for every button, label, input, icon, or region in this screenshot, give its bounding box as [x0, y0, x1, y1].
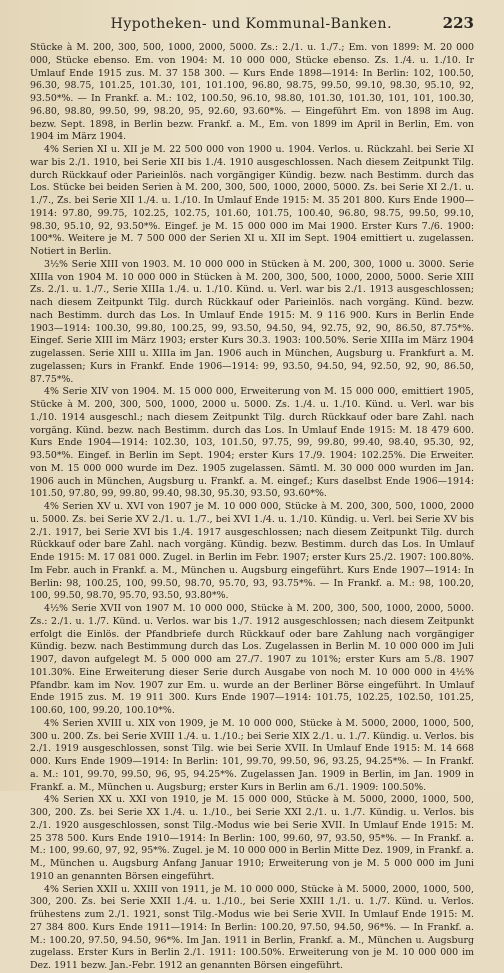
- body-text: [30, 42, 474, 973]
- paragraph: 3½% Serie XIII von 1903. M. 10 000 000 in Stücken à M. 200, 300, 1000 u. 3000. Serie XIIIa von 1904 M. 10 000 000 in Stücken à M. 200, 300, 500, 1000, 2000, 5000. Serie XIII Zs. 2./1. u. 1./7., Serie XIIIa 1./4. u. 1./10. Künd. u. Verl. war bis 2./1. 1913 ausgeschlossen; nach diesem Zeitpunkt Tilg. durch Rückkauf oder Parieinlös. nach vorgäng. Künd. bezw. nach Bestimm. durch das Los. In Umlauf Ende 1915: M. 9 116 900. Kurs in Berlin Ende 1903—1914: 100.30, 99.80, 100.25, 99, 93.50, 94.50, 94, 92.75, 92, 90, 86.50, 87.75*%. Eingef. Serie XIII im März 1903; erster Kurs 30.3. 1903: 100.50%. Serie XIIIa im März 1904 zugelassen. Serie XIII u. XIIIa im Jan. 1906 auch in München, Augsburg u. Frankfurt a. M. zugelassen; Kurs in Frankf. Ende 1906—1914: 99, 93.50, 94.50, 94, 92.50, 92, 90, 86.50, 87.75*%.: [30, 258, 474, 385]
- paragraph: 4% Serie XIV von 1904. M. 15 000 000, Erweiterung von M. 15 000 000, emittiert 1905, Stücke à M. 200, 300, 500, 1000, 2000 u. 5000. Zs. 1./4. u. 1./10. Künd. u. Verl. war bis 1./10. 1914 ausgeschl.; nach diesem Zeitpunkt Tilg. durch Rückkauf oder bare Zahl. nach vorgäng. Künd. bezw. nach Bestimm. durch das Los. In Umlauf Ende 1915: M. 18 479 600. Kurs Ende 1904—1914: 102.30, 103, 101.50, 97.75, 99, 99.80, 99.40, 98.40, 95.30, 92, 93.50*%. Eingef. in Berlin im Sept. 1904; erster Kurs 17./9. 1904: 102.25%. Die Erweiter. von M. 15 000 000 wurde im Dez. 1905 zugelassen. Sämtl. M. 30 000 000 wurden im Jan. 1906 auch in München, Augsburg u. Frankf. a. M. eingef.; Kurs daselbst Ende 1906—1914: 101.50, 97.80, 99, 99.80, 99.40, 98.30, 95.30, 93.50, 93.60*%.: [30, 386, 474, 500]
- page-title: Hypotheken- und Kommunal-Banken.: [110, 16, 393, 32]
- paragraph: 4½% Serie XVII von 1907 M. 10 000 000, Stücke à M. 200, 300, 500, 1000, 2000, 5000. Zs.: 2./1. u. 1./7. Künd. u. Verlos. war bis 1./7. 1912 ausgeschlossen; nach diesem Zeitpunkt erfolgt die Einlös. der Pfandbriefe durch Rückkauf oder bare Zahlung nach vorgängiger Kündig. bezw. nach Bestimmung durch das Los. Zugelassen in Berlin M. 10 000 000 im Juli 1907, davon aufgelegt M. 5 000 000 am 27./7. 1907 zu 101%; erster Kurs am 5./8. 1907 101.30%. Eine Erweiterung dieser Serie durch Ausgabe von noch M. 10 000 000 in 4½% Pfandbr. kam im Nov. 1907 zur Em. u. wurde an der Berliner Börse eingeführt. In Umlauf Ende 1915 zus. M. 19 911 300. Kurs Ende 1907—1914: 101.75, 102.25, 102.50, 101.25, 100.60, 100, 99.20, 100.10*%.: [30, 603, 474, 716]
- running-head: [30, 14, 474, 38]
- paragraph: 4% Serien XV u. XVI von 1907 je M. 10 000 000, Stücke à M. 200, 300, 500, 1000, 2000 u. 5000. Zs. bei Serie XV 2./1. u. 1./7., bei XVI 1./4. u. 1./10. Kündig. u. Verl. bei Serie XV bis 2./1. 1917, bei Serie XVI bis 1./4. 1917 ausgeschlossen; nach diesem Zeitpunkt Tilg. durch Rückkauf oder bare Zahl. nach vorgäng. Kündig. bezw. Bestimm. durch das Los. In Umlauf Ende 1915: M. 17 081 000. Zugel. in Berlin im Febr. 1907; erster Kurs 25./2. 1907: 100.80%. Im Febr. auch in Frankf. a. M., München u. Augsburg eingeführt. Kurs Ende 1907—1914: In Berlin: 98, 100.25, 100, 99.50, 98.70, 95.70, 93, 93.75*%. — In Frankf. a. M.: 98, 100.20, 100, 99.50, 98.70, 95.70, 93.50, 93.80*%.: [30, 501, 474, 602]
- paragraph: 4% Serien XI u. XII je M. 22 500 000 von 1900 u. 1904. Verlos. u. Rückzahl. bei Serie XI war bis 2./1. 1910, bei Serie XII bis 1./4. 1910 ausgeschlossen. Nach diesem Zeitpunkt Tilg. durch Rückkauf oder Parieinlös. nach vorgängiger Kündig. bezw. nach Bestimm. durch das Los. Stücke bei beiden Serien à M. 200, 300, 500, 1000, 2000, 5000. Zs. bei Serie XI 2./1. u. 1./7., Zs. bei Serie XII 1./4. u. 1./10. In Umlauf Ende 1915: M. 35 201 800. Kurs Ende 1900—1914: 97.80, 99.75, 102.25, 102.75, 101.60, 101.75, 100.40, 96.80, 98.75, 99.50, 99.10, 98.30, 95.10, 92, 93.50*%. Eingef. je M. 15 000 000 im Mai 1900. Erster Kurs 7./6. 1900: 100*%. Weitere je M. 7 500 000 der Serien XI u. XII im Sept. 1904 emittiert u. zugelassen. Notiert in Berlin.: [30, 144, 474, 257]
- page-number: 223: [442, 14, 474, 32]
- paragraph: 4% Serien XVIII u. XIX von 1909, je M. 10 000 000, Stücke à M. 5000, 2000, 1000, 500, 300 u. 200. Zs. bei Serie XVIII 1./4. u. 1./10.; bei Serie XIX 2./1. u. 1./7. Kündig. u. Verlos. bis 2./1. 1919 ausgeschlossen, sonst Tilg. wie bei Serie XVII. In Umlauf Ende 1915: M. 14 668 000. Kurs Ende 1909—1914: In Berlin: 101, 99.70, 99.50, 96, 93.25, 94.25*%. — In Frankf. a. M.: 101, 99.70, 99.50, 96, 95, 94.25*%. Zugelassen Jan. 1909 in Berlin, im Jan. 1909 in Frankf. a. M., München u. Augsburg; erster Kurs in Berlin am 6./1. 1909: 100.50%.: [30, 717, 474, 793]
- paragraph: Stücke à M. 200, 300, 500, 1000, 2000, 5000. Zs.: 2./1. u. 1./7.; Em. von 1899: M. 20 000 000, Stücke ebenso. Em. von 1904: M. 10 000 000, Stücke ebenso. Zs. 1./4. u. 1./10. Ir Umlauf Ende 1915 zus. M. 37 158 300. — Kurs Ende 1898—1914: In Berlin: 102, 100.50, 96.30, 98.75, 101.25, 101.30, 101, 101.100, 96.80, 98.75, 99.50, 99.10, 98.30, 95.10, 92, 93.50*%. — In Frankf. a. M.: 102, 100.50, 96.10, 98.80, 101.30, 101.30, 101, 101, 100.30, 96.80, 98.80, 99.50, 99, 98.20, 95, 92.60, 93.60*%. — Eingeführt Em. von 1898 im Aug. bezw. Sept. 1898, in Berlin bezw. Frankf. a. M., Em. von 1899 im April in Berlin, Em. von 1904 im März 1904.: [30, 42, 474, 143]
- paragraph: 4% Serien XXII u. XXIII von 1911, je M. 10 000 000, Stücke à M. 5000, 2000, 1000, 500, 300, 200. Zs. bei Serie XXII 1./4. u. 1./10., bei Serie XXIII 1./1. u. 1./7. Künd. u. Verlos. frühestens zum 2./1. 1921, sonst Tilg.-Modus wie bei Serie XVII. In Umlauf Ende 1915: M. 27 384 800. Kurs Ende 1911—1914: In Berlin: 100.20, 97.50, 94.50, 96*%. — In Frankf. a. M.: 100.20, 97.50, 94.50, 96*%. Im Jan. 1911 in Berlin, Frankf. a. M., München u. Augsburg zugelass. Erster Kurs in Berlin 2./1. 1911: 100.50%. Erweiterung von je M. 10 000 000 im Dez. 1911 bezw. Jan.-Febr. 1912 an genannten Börsen eingeführt.: [30, 883, 474, 971]
- paragraph: 4% Serien XX u. XXI von 1910, je M. 15 000 000, Stücke à M. 5000, 2000, 1000, 500, 300, 200. Zs. bei Serie XX 1./4. u. 1./10., bei Serie XXI 2./1. u. 1./7. Kündig. u. Verlos. bis 2./1. 1920 ausgeschlossen, sonst Tilg.-Modus wie bei Serie XVII. In Umlauf Ende 1915: M. 25 378 500. Kurs Ende 1910—1914: In Berlin: 100, 99.60, 97, 93.50, 95*%. — In Frankf. a. M.: 100, 99.60, 97, 92, 95*%. Zugel. je M. 10 000 000 in Berlin Mitte Dez. 1909, in Frankf. a. M., München u. Augsburg Anfang Januar 1910; Erweiterung von je M. 5 000 000 im Juni 1910 an genannten Börsen eingeführt.: [30, 794, 474, 882]
